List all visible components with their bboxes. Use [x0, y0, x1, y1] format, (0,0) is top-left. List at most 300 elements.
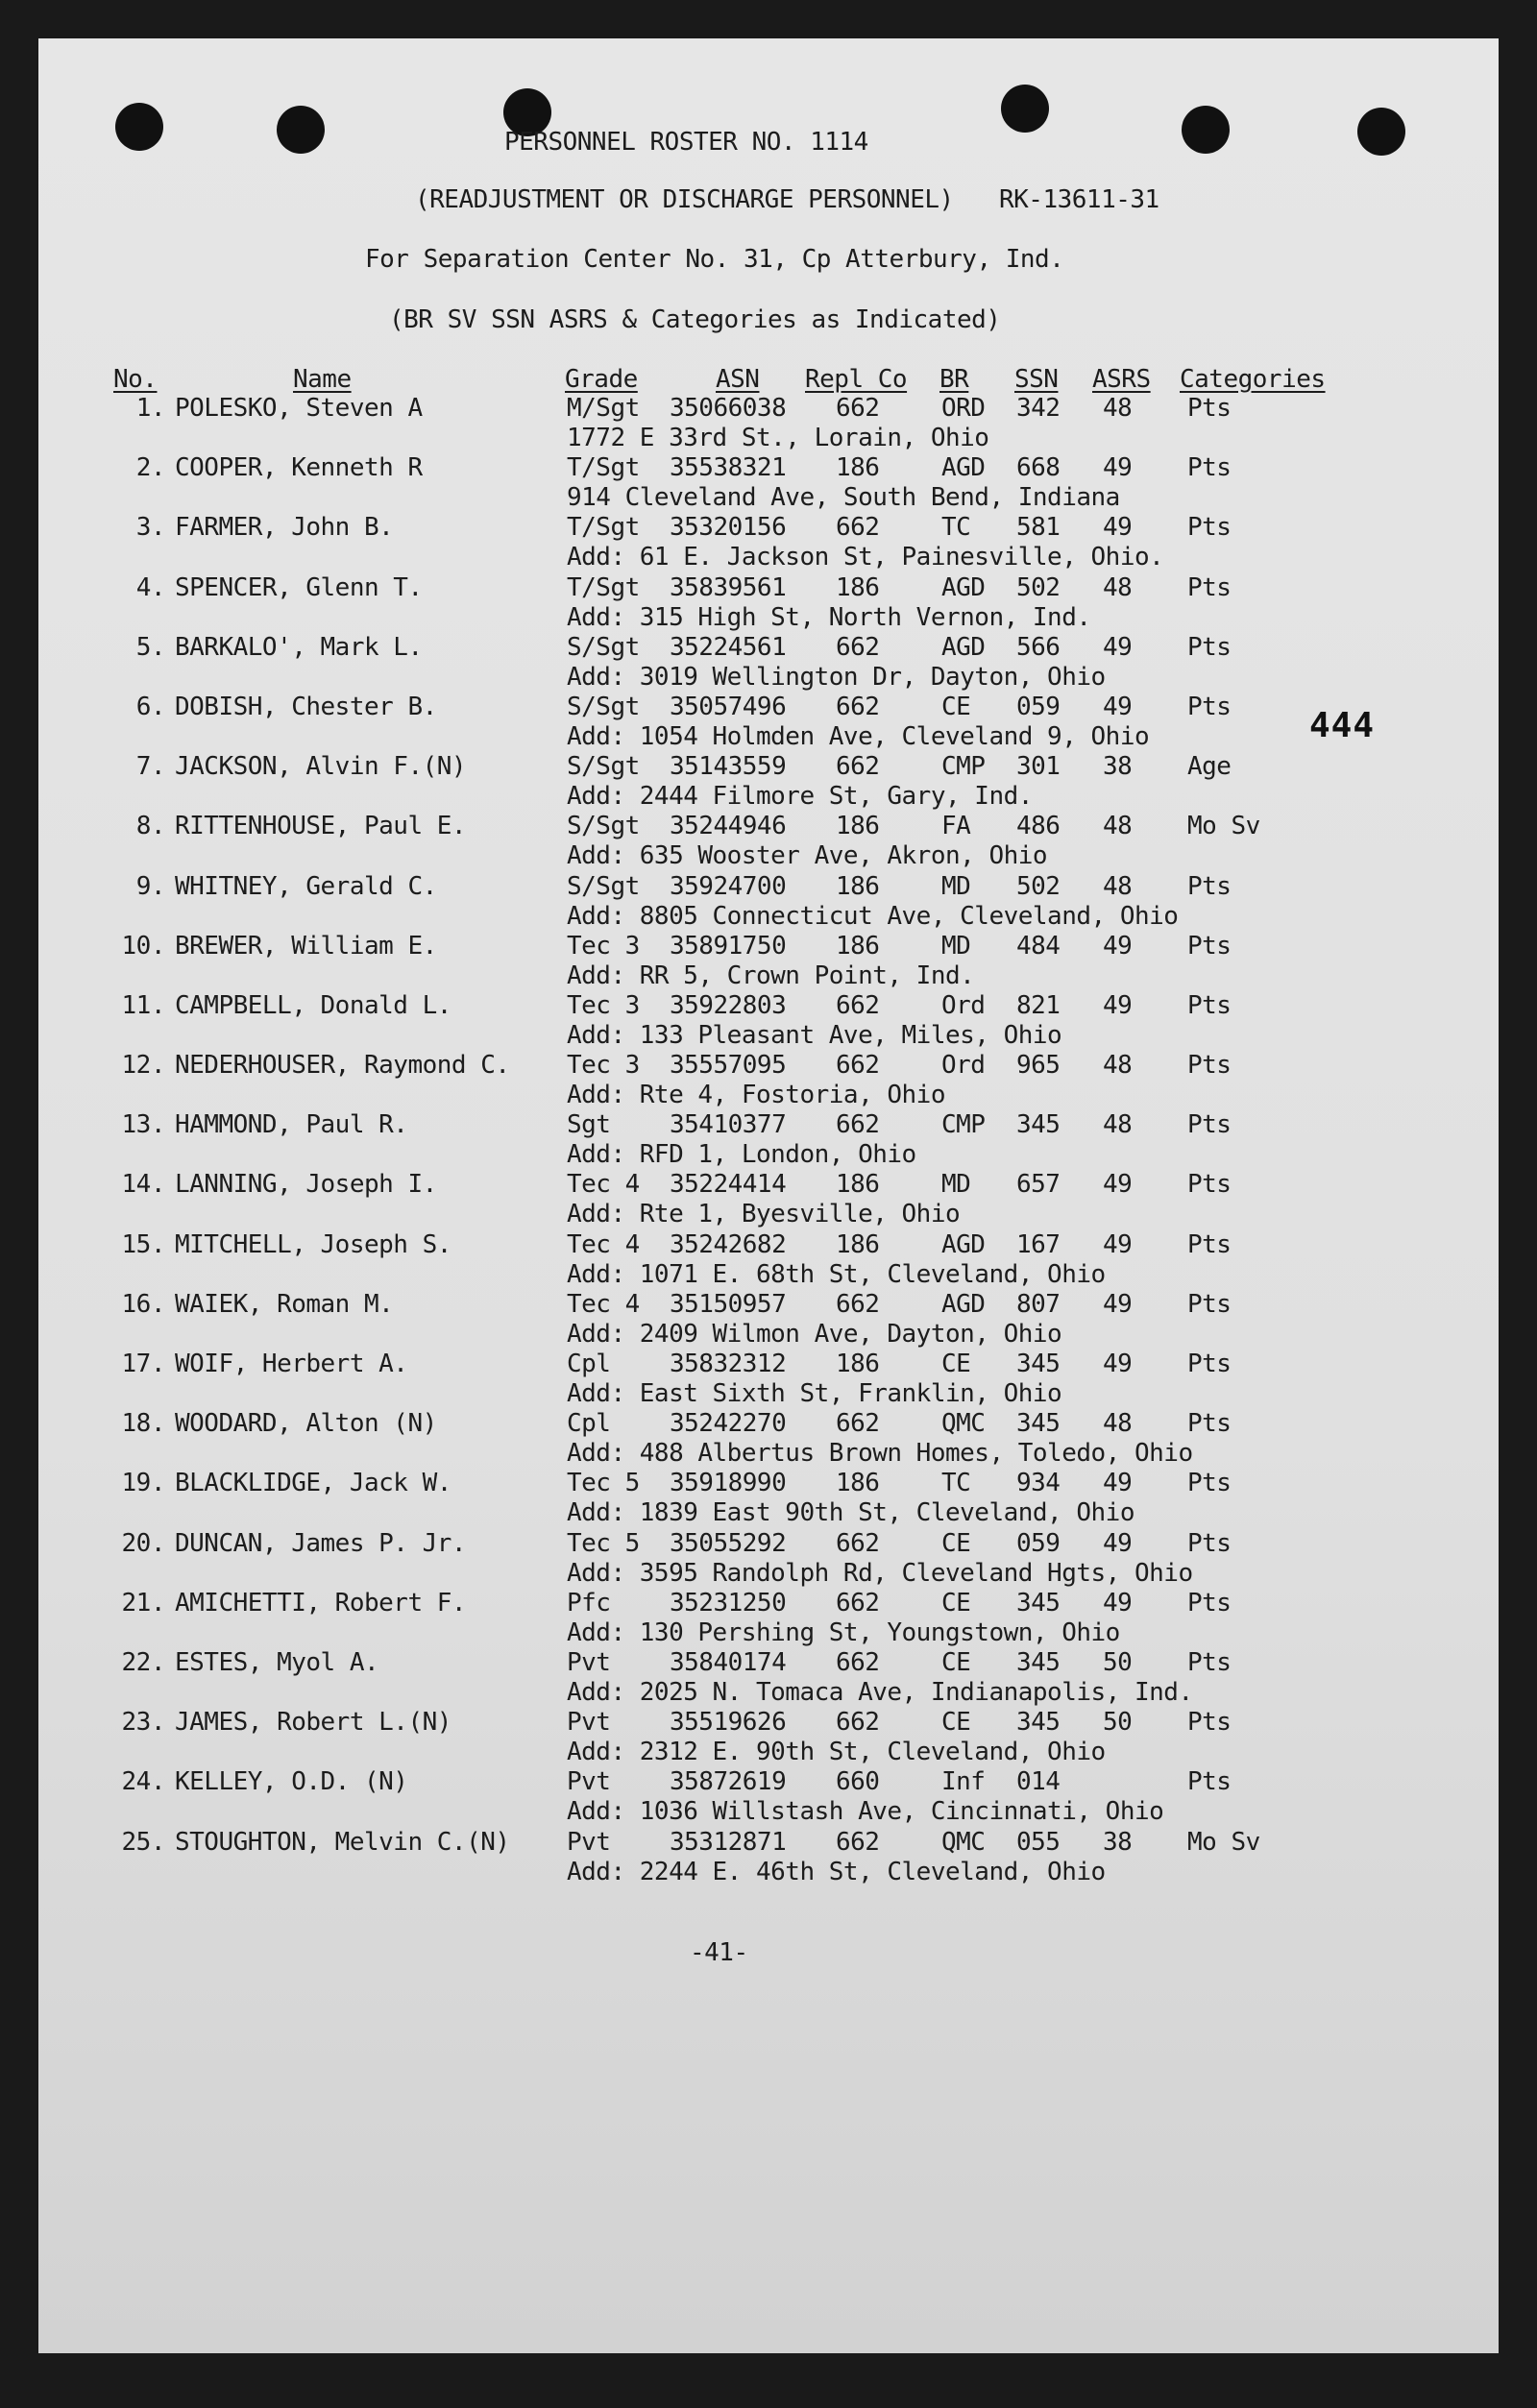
entry-asn: 35244946: [670, 812, 787, 841]
roster-entry: [0, 453, 1537, 513]
entry-name: WOIF, Herbert A.: [175, 1350, 408, 1378]
entry-address-line: [0, 1140, 1537, 1170]
entry-ssn: 581: [1016, 513, 1061, 543]
entry-address-line: [0, 1618, 1537, 1648]
entry-ssn: 502: [1016, 871, 1061, 901]
entry-ssn: 502: [1016, 572, 1061, 602]
entry-name: MITCHELL, Joseph S.: [175, 1229, 451, 1259]
entry-address: Add: East Sixth St, Franklin, Ohio: [567, 1379, 1062, 1408]
entry-category: Pts: [1187, 572, 1232, 602]
entry-address-line: [0, 961, 1537, 991]
roster-entry: [0, 812, 1537, 871]
entry-branch: FA: [941, 812, 971, 841]
entry-grade: Pfc: [567, 1588, 611, 1617]
roster-entries: [0, 394, 1537, 1887]
entry-asrs: 38: [1103, 1827, 1133, 1857]
roster-entry: [0, 633, 1537, 693]
entry-branch: Ord: [941, 1051, 986, 1081]
entry-asrs: 49: [1103, 1469, 1133, 1498]
entry-name: NEDERHOUSER, Raymond C.: [175, 1051, 510, 1081]
entry-category: Pts: [1187, 394, 1232, 423]
entry-address: Add: Rte 1, Byesville, Ohio: [567, 1200, 961, 1229]
entry-main-line: [0, 1230, 1537, 1260]
entry-main-line: [0, 1350, 1537, 1379]
entry-address: Add: 1839 East 90th St, Cleveland, Ohio: [567, 1498, 1134, 1528]
entry-name: BLACKLIDGE, Jack W.: [175, 1469, 451, 1498]
entry-category: Pts: [1187, 1110, 1232, 1140]
punch-hole: [1357, 108, 1405, 156]
entry-address: Add: 8805 Connecticut Ave, Cleveland, Ohio: [567, 901, 1179, 931]
entry-ssn: 345: [1016, 1647, 1061, 1677]
roster-entry: [0, 1110, 1537, 1170]
entry-asrs: 49: [1103, 1229, 1133, 1259]
entry-number: 23.: [121, 1708, 165, 1738]
entry-number: 12.: [121, 1051, 165, 1081]
page-number: -41-: [690, 1938, 748, 1967]
roster-entry: [0, 872, 1537, 932]
entry-main-line: [0, 1828, 1537, 1858]
entry-asn: 35922803: [670, 990, 787, 1020]
entry-repl-co: 662: [836, 632, 880, 662]
entry-asrs: 48: [1103, 572, 1133, 602]
entry-grade: Pvt: [567, 1708, 611, 1738]
entry-main-line: [0, 1589, 1537, 1618]
entry-address: Add: RFD 1, London, Ohio: [567, 1140, 916, 1170]
entry-repl-co: 662: [836, 1827, 880, 1857]
entry-grade: S/Sgt: [567, 692, 640, 721]
entry-name: BREWER, William E.: [175, 931, 437, 961]
entry-grade: Tec 4: [567, 1289, 640, 1319]
entry-branch: QMC: [941, 1409, 986, 1439]
entry-category: Mo Sv: [1187, 1827, 1260, 1857]
entry-branch: MD: [941, 931, 971, 961]
entry-name: DUNCAN, James P. Jr.: [175, 1528, 467, 1558]
entry-branch: CE: [941, 1708, 971, 1738]
col-no: No.: [113, 365, 158, 394]
entry-ssn: 345: [1016, 1350, 1061, 1378]
entry-branch: CE: [941, 1528, 971, 1558]
entry-main-line: [0, 812, 1537, 841]
entry-address: Add: 2025 N. Tomaca Ave, Indianapolis, Ind.: [567, 1677, 1193, 1707]
entry-branch: CE: [941, 692, 971, 721]
entry-address: Add: 1036 Willstash Ave, Cincinnati, Ohio: [567, 1797, 1164, 1827]
entry-category: Pts: [1187, 513, 1232, 543]
entry-number: 17.: [121, 1350, 165, 1378]
roster-entry: [0, 1828, 1537, 1887]
margin-number: 444: [1309, 706, 1376, 745]
entry-asn: 35538321: [670, 453, 787, 483]
entry-main-line: [0, 513, 1537, 543]
roster-entry: [0, 932, 1537, 991]
roster-entry: [0, 752, 1537, 812]
entry-category: Pts: [1187, 1051, 1232, 1081]
entry-grade: Tec 3: [567, 1051, 640, 1081]
entry-asrs: 49: [1103, 513, 1133, 543]
entry-repl-co: 186: [836, 572, 880, 602]
entry-asrs: 49: [1103, 1289, 1133, 1319]
entry-name: KELLEY, O.D. (N): [175, 1767, 408, 1797]
entry-address: Add: 2409 Wilmon Ave, Dayton, Ohio: [567, 1319, 1062, 1349]
entry-name: WAIEK, Roman M.: [175, 1289, 394, 1319]
roster-note: (BR SV SSN ASRS & Categories as Indicated): [389, 305, 1001, 334]
entry-repl-co: 662: [836, 1647, 880, 1677]
entry-main-line: [0, 1051, 1537, 1081]
entry-main-line: [0, 1110, 1537, 1140]
entry-number: 18.: [121, 1409, 165, 1439]
entry-asn: 35312871: [670, 1827, 787, 1857]
entry-repl-co: 662: [836, 692, 880, 721]
entry-ssn: 055: [1016, 1827, 1061, 1857]
entry-branch: AGD: [941, 632, 986, 662]
entry-main-line: [0, 693, 1537, 722]
entry-main-line: [0, 872, 1537, 902]
entry-address-line: [0, 1081, 1537, 1110]
entry-repl-co: 186: [836, 1229, 880, 1259]
entry-number: 16.: [121, 1289, 165, 1319]
entry-category: Pts: [1187, 871, 1232, 901]
entry-repl-co: 662: [836, 513, 880, 543]
entry-address-line: [0, 782, 1537, 812]
entry-asn: 35066038: [670, 394, 787, 423]
entry-grade: T/Sgt: [567, 453, 640, 483]
entry-branch: CMP: [941, 1110, 986, 1140]
entry-number: 14.: [121, 1170, 165, 1200]
col-br: BR: [939, 365, 969, 394]
entry-grade: Tec 5: [567, 1469, 640, 1498]
entry-address-line: [0, 1498, 1537, 1528]
entry-address-line: [0, 483, 1537, 513]
entry-asrs: 38: [1103, 752, 1133, 782]
entry-address-line: [0, 1858, 1537, 1887]
entry-ssn: 807: [1016, 1289, 1061, 1319]
entry-number: 19.: [121, 1469, 165, 1498]
entry-asn: 35924700: [670, 871, 787, 901]
entry-category: Mo Sv: [1187, 812, 1260, 841]
entry-asn: 35242682: [670, 1229, 787, 1259]
entry-address-line: [0, 1260, 1537, 1290]
entry-ssn: 059: [1016, 692, 1061, 721]
entry-asrs: 48: [1103, 1110, 1133, 1140]
roster-entry: [0, 1409, 1537, 1469]
col-repl: Repl Co: [805, 365, 908, 394]
entry-ssn: 566: [1016, 632, 1061, 662]
entry-asrs: 49: [1103, 692, 1133, 721]
entry-name: JACKSON, Alvin F.(N): [175, 752, 467, 782]
entry-address: Add: 3595 Randolph Rd, Cleveland Hgts, Ohio: [567, 1558, 1193, 1588]
roster-entry: [0, 1469, 1537, 1528]
entry-grade: S/Sgt: [567, 632, 640, 662]
entry-asn: 35055292: [670, 1528, 787, 1558]
punch-hole: [277, 106, 325, 154]
entry-number: 9.: [135, 871, 165, 901]
entry-main-line: [0, 1170, 1537, 1200]
entry-grade: S/Sgt: [567, 871, 640, 901]
entry-asrs: 48: [1103, 394, 1133, 423]
entry-number: 20.: [121, 1528, 165, 1558]
entry-address: Add: 61 E. Jackson St, Painesville, Ohio.: [567, 543, 1164, 572]
entry-address-line: [0, 1678, 1537, 1708]
entry-repl-co: 662: [836, 1409, 880, 1439]
entry-repl-co: 186: [836, 931, 880, 961]
roster-entry: [0, 394, 1537, 453]
entry-repl-co: 662: [836, 1051, 880, 1081]
entry-asrs: 49: [1103, 632, 1133, 662]
col-name: Name: [293, 365, 352, 394]
roster-title: PERSONNEL ROSTER NO. 1114: [504, 128, 868, 157]
entry-address-line: [0, 841, 1537, 871]
entry-branch: AGD: [941, 1289, 986, 1319]
entry-grade: Tec 3: [567, 931, 640, 961]
entry-repl-co: 662: [836, 394, 880, 423]
entry-main-line: [0, 991, 1537, 1021]
entry-branch: Inf: [941, 1767, 986, 1797]
entry-number: 21.: [121, 1588, 165, 1617]
entry-grade: T/Sgt: [567, 513, 640, 543]
entry-address: 914 Cleveland Ave, South Bend, Indiana: [567, 483, 1120, 513]
entry-name: STOUGHTON, Melvin C.(N): [175, 1827, 510, 1857]
entry-address-line: [0, 1200, 1537, 1229]
entry-branch: CMP: [941, 752, 986, 782]
entry-name: BARKALO', Mark L.: [175, 632, 423, 662]
entry-branch: MD: [941, 1170, 971, 1200]
entry-number: 10.: [121, 931, 165, 961]
entry-number: 6.: [135, 692, 165, 721]
entry-asrs: 50: [1103, 1647, 1133, 1677]
entry-address-line: [0, 722, 1537, 752]
entry-main-line: [0, 1409, 1537, 1439]
entry-category: Pts: [1187, 990, 1232, 1020]
entry-number: 13.: [121, 1110, 165, 1140]
entry-main-line: [0, 1708, 1537, 1738]
entry-main-line: [0, 1767, 1537, 1797]
entry-grade: T/Sgt: [567, 572, 640, 602]
entry-address-line: [0, 1021, 1537, 1051]
roster-entry: [0, 1589, 1537, 1648]
entry-name: RITTENHOUSE, Paul E.: [175, 812, 467, 841]
col-categories: Categories: [1180, 365, 1326, 394]
entry-asrs: 48: [1103, 812, 1133, 841]
entry-name: DOBISH, Chester B.: [175, 692, 437, 721]
entry-branch: CE: [941, 1350, 971, 1378]
entry-asn: 35918990: [670, 1469, 787, 1498]
entry-address-line: [0, 1320, 1537, 1350]
entry-name: CAMPBELL, Donald L.: [175, 990, 451, 1020]
entry-branch: Ord: [941, 990, 986, 1020]
entry-asn: 35320156: [670, 513, 787, 543]
entry-category: Pts: [1187, 1229, 1232, 1259]
entry-grade: Pvt: [567, 1827, 611, 1857]
roster-entry: [0, 513, 1537, 572]
entry-asrs: 49: [1103, 990, 1133, 1020]
entry-ssn: 484: [1016, 931, 1061, 961]
entry-branch: ORD: [941, 394, 986, 423]
entry-asn: 35557095: [670, 1051, 787, 1081]
entry-grade: Tec 3: [567, 990, 640, 1020]
entry-main-line: [0, 573, 1537, 603]
entry-asn: 35891750: [670, 931, 787, 961]
roster-entry: [0, 1648, 1537, 1708]
entry-ssn: 301: [1016, 752, 1061, 782]
entry-number: 4.: [135, 572, 165, 602]
entry-name: WOODARD, Alton (N): [175, 1409, 437, 1439]
punch-hole: [115, 103, 163, 151]
entry-main-line: [0, 1469, 1537, 1498]
entry-number: 22.: [121, 1647, 165, 1677]
entry-main-line: [0, 633, 1537, 663]
entry-asn: 35242270: [670, 1409, 787, 1439]
col-asrs: ASRS: [1092, 365, 1151, 394]
entry-asrs: 49: [1103, 1528, 1133, 1558]
entry-category: Pts: [1187, 692, 1232, 721]
entry-category: Pts: [1187, 1350, 1232, 1378]
entry-name: FARMER, John B.: [175, 513, 394, 543]
entry-main-line: [0, 932, 1537, 961]
entry-asrs: 49: [1103, 931, 1133, 961]
roster-entry: [0, 1767, 1537, 1827]
entry-ssn: 668: [1016, 453, 1061, 483]
entry-repl-co: 186: [836, 871, 880, 901]
entry-asn: 35150957: [670, 1289, 787, 1319]
entry-main-line: [0, 1648, 1537, 1678]
entry-name: LANNING, Joseph I.: [175, 1170, 437, 1200]
entry-address-line: [0, 902, 1537, 932]
entry-name: WHITNEY, Gerald C.: [175, 871, 437, 901]
entry-repl-co: 186: [836, 812, 880, 841]
entry-asrs: 49: [1103, 1170, 1133, 1200]
entry-branch: AGD: [941, 453, 986, 483]
entry-address: Add: 2312 E. 90th St, Cleveland, Ohio: [567, 1738, 1106, 1767]
entry-name: HAMMOND, Paul R.: [175, 1110, 408, 1140]
entry-grade: Sgt: [567, 1110, 611, 1140]
entry-category: Pts: [1187, 1170, 1232, 1200]
entry-address: Add: 2444 Filmore St, Gary, Ind.: [567, 782, 1033, 812]
entry-repl-co: 660: [836, 1767, 880, 1797]
entry-asrs: 49: [1103, 1588, 1133, 1617]
col-asn: ASN: [716, 365, 760, 394]
entry-repl-co: 662: [836, 1110, 880, 1140]
entry-repl-co: 186: [836, 1170, 880, 1200]
entry-grade: Cpl: [567, 1409, 611, 1439]
roster-entry: [0, 991, 1537, 1051]
entry-asn: 35231250: [670, 1588, 787, 1617]
entry-asrs: 48: [1103, 1409, 1133, 1439]
entry-number: 25.: [121, 1827, 165, 1857]
entry-address: Add: 133 Pleasant Ave, Miles, Ohio: [567, 1020, 1062, 1050]
entry-name: ESTES, Myol A.: [175, 1647, 379, 1677]
entry-main-line: [0, 752, 1537, 782]
entry-ssn: 014: [1016, 1767, 1061, 1797]
entry-address: Add: 1054 Holmden Ave, Cleveland 9, Ohio: [567, 721, 1150, 751]
entry-grade: S/Sgt: [567, 752, 640, 782]
entry-grade: Tec 4: [567, 1229, 640, 1259]
entry-address-line: [0, 1559, 1537, 1589]
entry-main-line: [0, 453, 1537, 483]
entry-asn: 35224414: [670, 1170, 787, 1200]
entry-main-line: [0, 394, 1537, 424]
entry-address: Add: 3019 Wellington Dr, Dayton, Ohio: [567, 662, 1106, 692]
entry-ssn: 167: [1016, 1229, 1061, 1259]
entry-grade: Tec 5: [567, 1528, 640, 1558]
roster-entry: [0, 1529, 1537, 1589]
entry-repl-co: 662: [836, 1588, 880, 1617]
entry-ssn: 486: [1016, 812, 1061, 841]
roster-code: RK-13611-31: [999, 185, 1159, 214]
entry-branch: MD: [941, 871, 971, 901]
entry-name: AMICHETTI, Robert F.: [175, 1588, 467, 1617]
entry-ssn: 345: [1016, 1588, 1061, 1617]
entry-branch: AGD: [941, 1229, 986, 1259]
entry-name: COOPER, Kenneth R: [175, 453, 423, 483]
entry-number: 2.: [135, 453, 165, 483]
entry-repl-co: 662: [836, 1528, 880, 1558]
entry-asrs: 49: [1103, 453, 1133, 483]
entry-ssn: 345: [1016, 1409, 1061, 1439]
entry-repl-co: 662: [836, 990, 880, 1020]
entry-asn: 35410377: [670, 1110, 787, 1140]
entry-branch: CE: [941, 1588, 971, 1617]
entry-number: 15.: [121, 1229, 165, 1259]
entry-ssn: 657: [1016, 1170, 1061, 1200]
entry-address-line: [0, 424, 1537, 453]
punch-hole: [1001, 85, 1049, 133]
entry-repl-co: 186: [836, 1350, 880, 1378]
col-grade: Grade: [565, 365, 638, 394]
entry-repl-co: 662: [836, 1289, 880, 1319]
roster-entry: [0, 573, 1537, 633]
entry-number: 7.: [135, 752, 165, 782]
entry-address-line: [0, 603, 1537, 633]
entry-branch: CE: [941, 1647, 971, 1677]
entry-grade: Pvt: [567, 1767, 611, 1797]
entry-address: Add: 315 High St, North Vernon, Ind.: [567, 602, 1091, 632]
entry-repl-co: 662: [836, 1708, 880, 1738]
roster-entry: [0, 693, 1537, 752]
entry-name: JAMES, Robert L.(N): [175, 1708, 451, 1738]
roster-entry: [0, 1290, 1537, 1350]
entry-asn: 35224561: [670, 632, 787, 662]
entry-number: 5.: [135, 632, 165, 662]
entry-address-line: [0, 543, 1537, 572]
entry-address-line: [0, 663, 1537, 693]
entry-asn: 35840174: [670, 1647, 787, 1677]
entry-ssn: 345: [1016, 1110, 1061, 1140]
entry-category: Pts: [1187, 1289, 1232, 1319]
entry-repl-co: 186: [836, 453, 880, 483]
entry-category: Pts: [1187, 931, 1232, 961]
entry-grade: M/Sgt: [567, 394, 640, 423]
roster-entry: [0, 1170, 1537, 1229]
entry-repl-co: 662: [836, 752, 880, 782]
entry-ssn: 345: [1016, 1708, 1061, 1738]
entry-address-line: [0, 1738, 1537, 1767]
entry-address: Add: Rte 4, Fostoria, Ohio: [567, 1081, 945, 1110]
separation-center: For Separation Center No. 31, Cp Atterbury, Ind.: [365, 245, 1064, 274]
entry-asrs: 49: [1103, 1350, 1133, 1378]
roster-entry: [0, 1708, 1537, 1767]
entry-asn: 35839561: [670, 572, 787, 602]
punch-hole: [1182, 106, 1230, 154]
entry-address: Add: RR 5, Crown Point, Ind.: [567, 961, 975, 990]
roster-subtitle: (READJUSTMENT OR DISCHARGE PERSONNEL): [415, 185, 954, 214]
entry-main-line: [0, 1290, 1537, 1320]
entry-grade: S/Sgt: [567, 812, 640, 841]
entry-grade: Pvt: [567, 1647, 611, 1677]
entry-ssn: 059: [1016, 1528, 1061, 1558]
entry-address: Add: 2244 E. 46th St, Cleveland, Ohio: [567, 1857, 1106, 1886]
entry-address-line: [0, 1797, 1537, 1827]
entry-asrs: 48: [1103, 1051, 1133, 1081]
entry-asn: 35872619: [670, 1767, 787, 1797]
